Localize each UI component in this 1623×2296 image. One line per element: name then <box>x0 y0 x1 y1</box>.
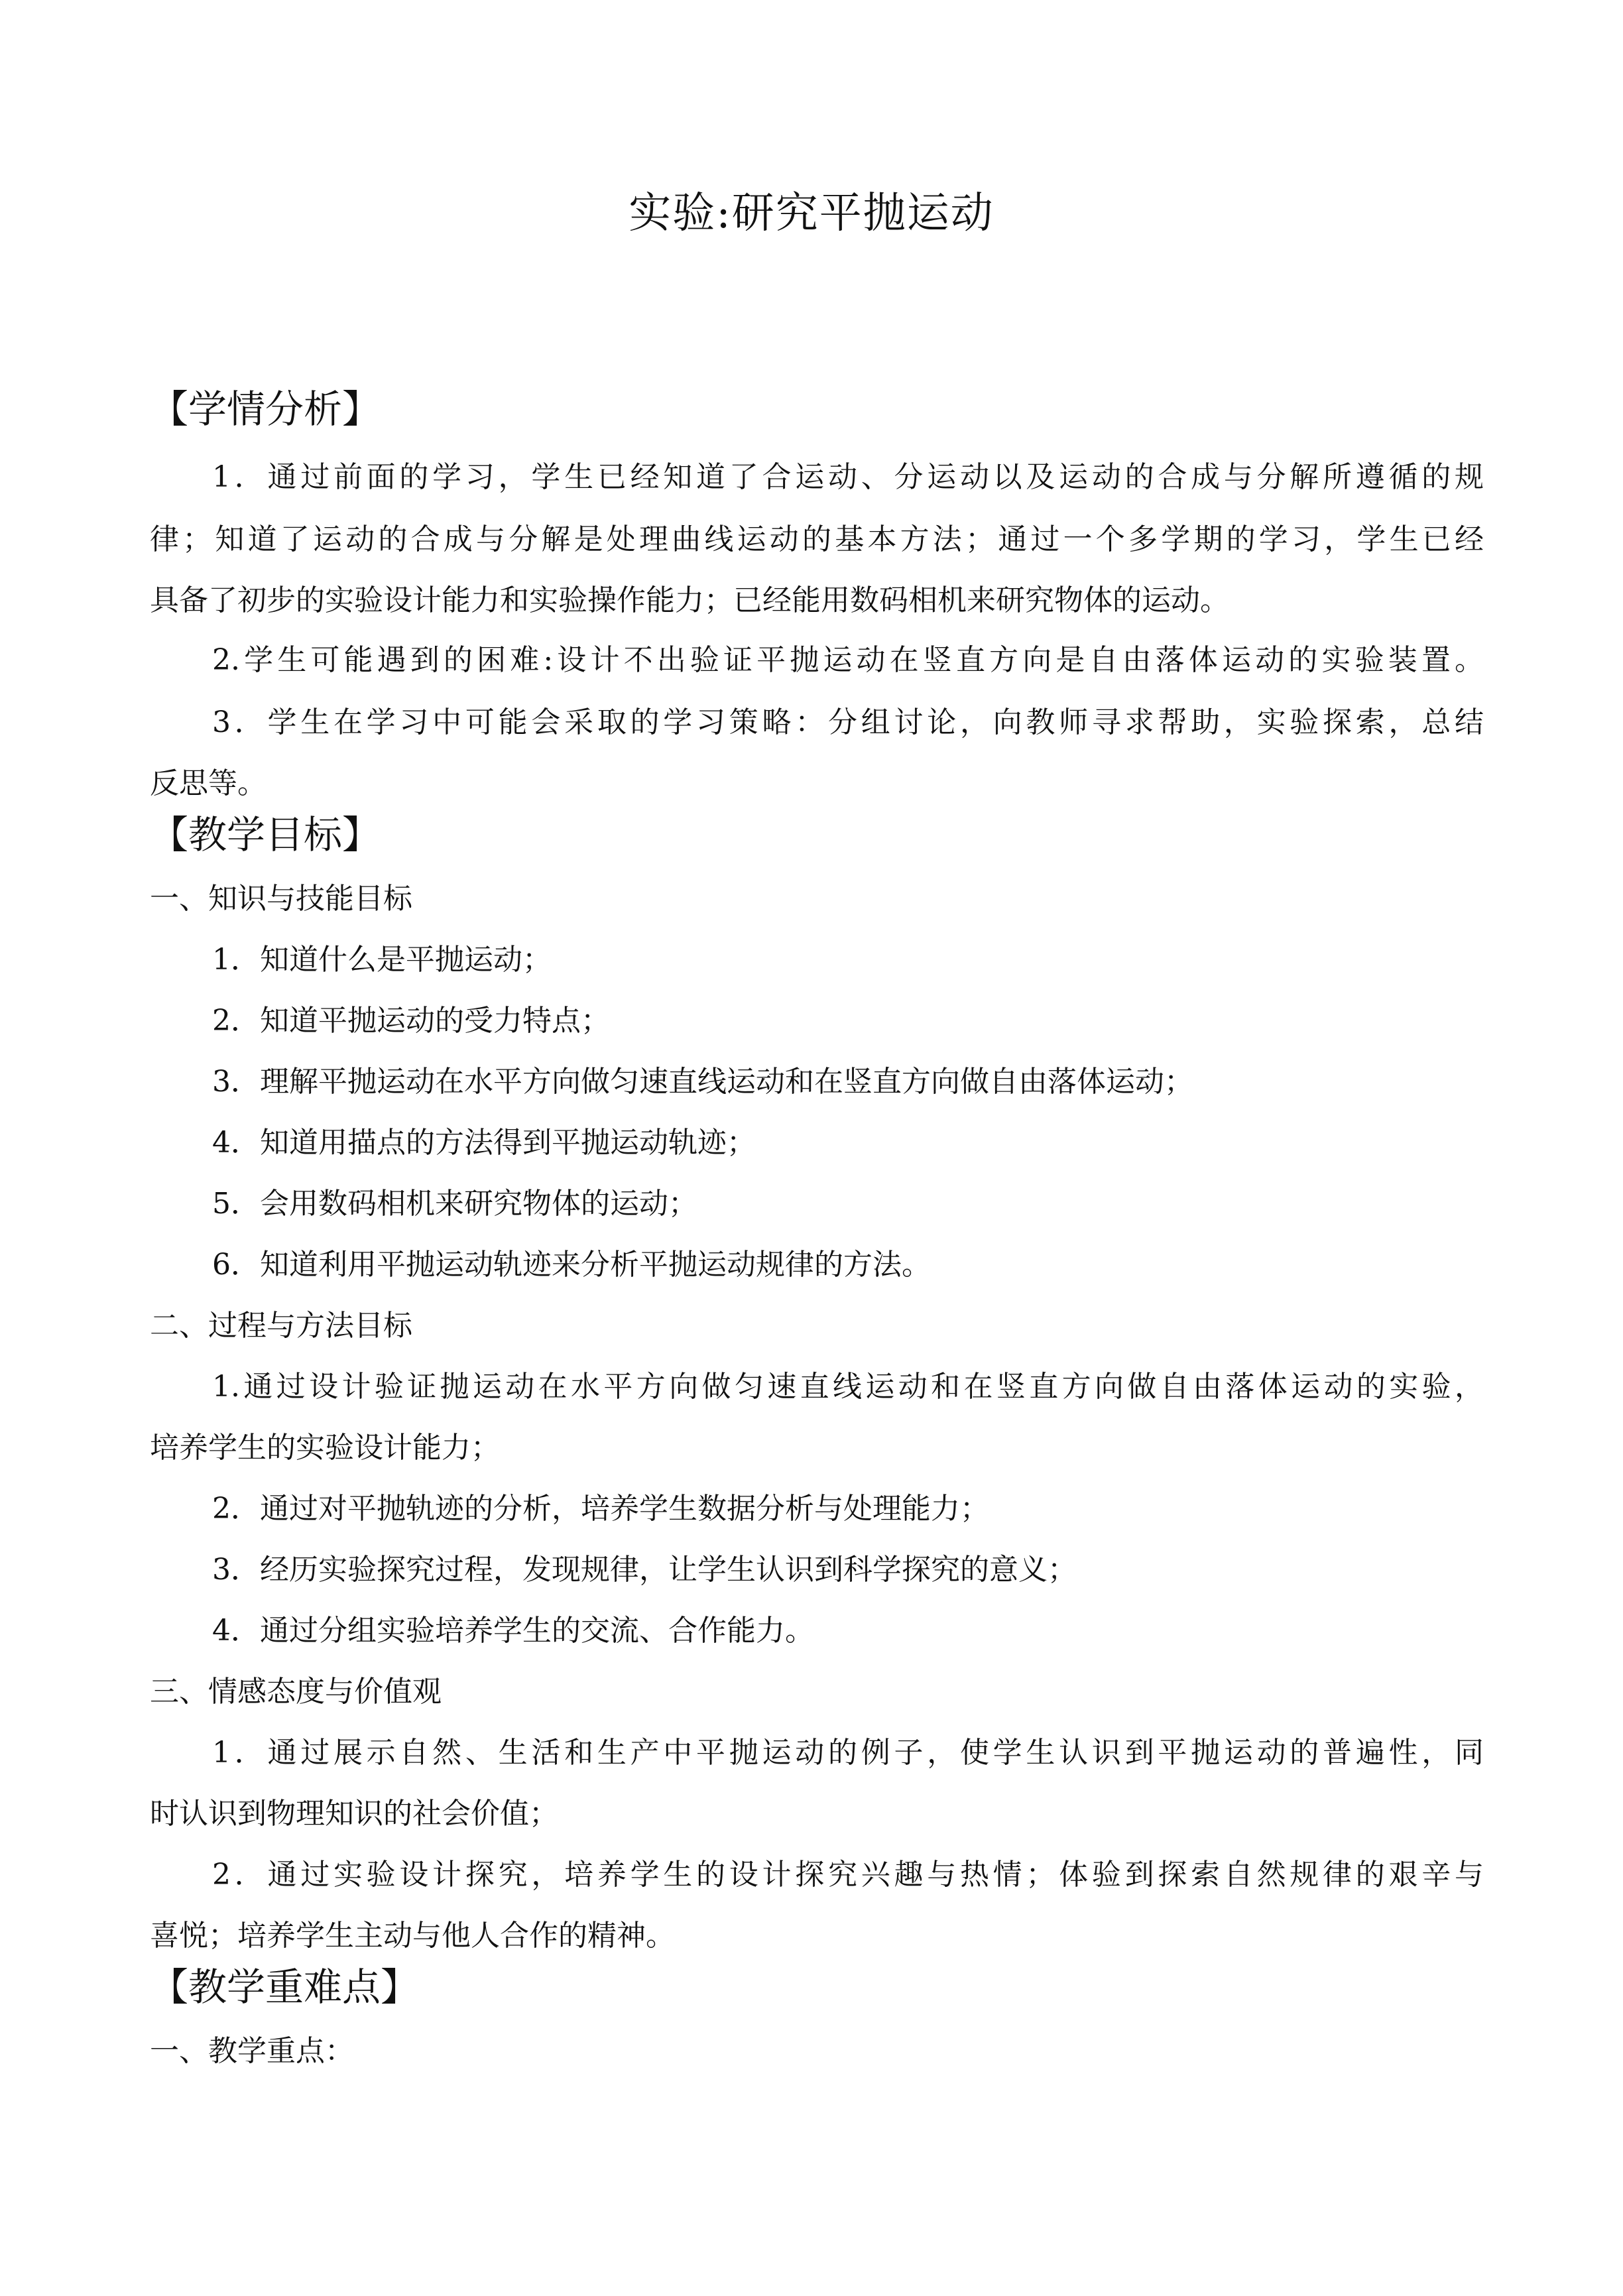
list-item: 6．知道利用平抛运动轨迹来分析平抛运动规律的方法。 <box>212 1248 931 1282</box>
subheading-emotion-values: 三、情感态度与价值观 <box>150 1675 442 1709</box>
subheading-knowledge-skills: 一、知识与技能目标 <box>150 882 412 916</box>
paragraph-line: 2．通过实验设计探究，培养学生的设计探究兴趣与热情；体验到探索自然规律的艰辛与 <box>212 1858 1484 1892</box>
section-heading-key-difficulties: 【教学重难点】 <box>150 1964 420 2010</box>
paragraph-line: 反思等。 <box>150 766 267 800</box>
list-item: 1．知道什么是平抛运动； <box>212 943 552 977</box>
subheading-process-methods: 二、过程与方法目标 <box>150 1309 412 1343</box>
section-heading-teaching-objectives: 【教学目标】 <box>150 812 381 857</box>
list-item: 3．理解平抛运动在水平方向做匀速直线运动和在竖直方向做自由落体运动； <box>212 1065 1193 1099</box>
paragraph-line: 1.通过设计验证抛运动在水平方向做匀速直线运动和在竖直方向做自由落体运动的实验， <box>212 1370 1484 1404</box>
paragraph-line: 3．学生在学习中可能会采取的学习策略：分组讨论，向教师寻求帮助，实验探索，总结 <box>212 705 1484 739</box>
paragraph-line: 1．通过前面的学习，学生已经知道了合运动、分运动以及运动的合成与分解所遵循的规 <box>212 460 1484 494</box>
paragraph-line: 律；知道了运动的合成与分解是处理曲线运动的基本方法；通过一个多学期的学习，学生已经 <box>150 522 1484 556</box>
list-item: 5．会用数码相机来研究物体的运动； <box>212 1187 697 1221</box>
section-heading-student-analysis: 【学情分析】 <box>150 387 381 432</box>
paragraph-line: 2.学生可能遇到的困难:设计不出验证平抛运动在竖直方向是自由落体运动的实验装置。 <box>212 643 1484 677</box>
list-item: 2．通过对平抛轨迹的分析，培养学生数据分析与处理能力； <box>212 1492 989 1526</box>
subheading-teaching-focus: 一、教学重点： <box>150 2034 354 2068</box>
paragraph-line: 喜悦；培养学生主动与他人合作的精神。 <box>150 1919 675 1953</box>
paragraph-line: 时认识到物理知识的社会价值； <box>150 1797 558 1831</box>
page-title: 实验:研究平抛运动 <box>629 189 994 238</box>
list-item: 4．通过分组实验培养学生的交流、合作能力。 <box>212 1614 814 1648</box>
paragraph-line: 培养学生的实验设计能力； <box>150 1431 500 1465</box>
list-item: 3．经历实验探究过程，发现规律，让学生认识到科学探究的意义； <box>212 1553 1077 1587</box>
list-item: 2．知道平抛运动的受力特点； <box>212 1004 610 1038</box>
paragraph-line: 具备了初步的实验设计能力和实验操作能力；已经能用数码相机来研究物体的运动。 <box>150 583 1229 617</box>
list-item: 4．知道用描点的方法得到平抛运动轨迹； <box>212 1126 756 1160</box>
paragraph-line: 1．通过展示自然、生活和生产中平抛运动的例子，使学生认识到平抛运动的普遍性，同 <box>212 1736 1484 1770</box>
